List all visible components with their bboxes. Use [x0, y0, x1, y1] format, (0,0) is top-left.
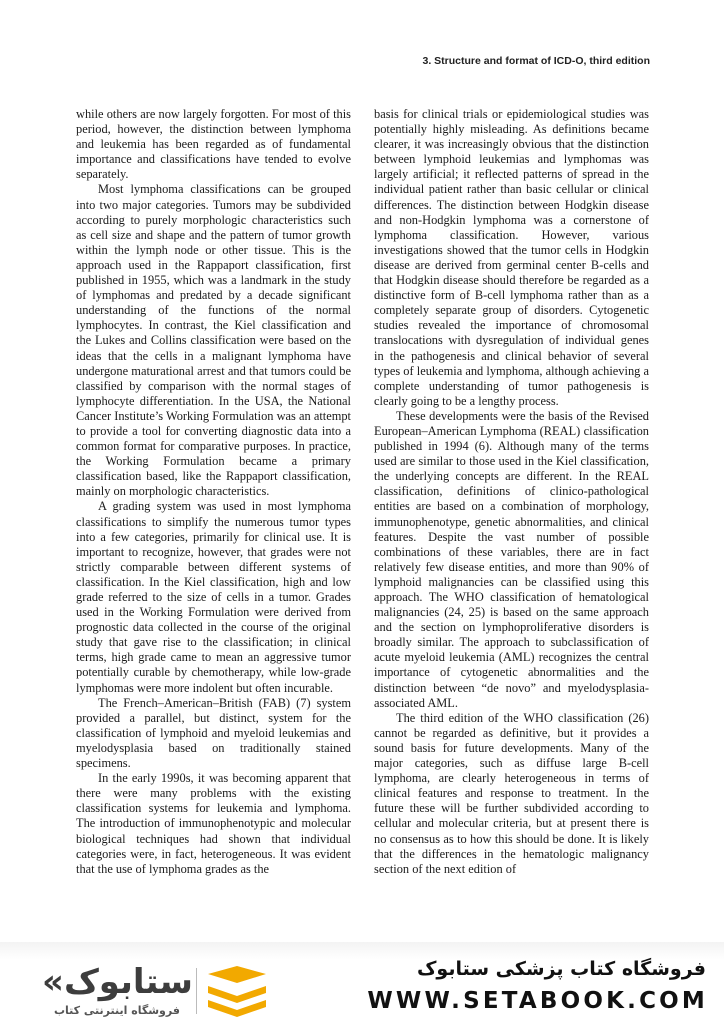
- text-column-right: [374, 107, 649, 877]
- setabook-logo: [12, 962, 282, 1022]
- store-url[interactable]: WWW.SETABOOK.COM: [367, 988, 708, 1014]
- logo-subtitle: فروشگاه اینترنتی کتاب: [54, 1004, 180, 1017]
- paragraph: while others are now largely forgotten. For most of this period, however, the distinction between lymphoma and leukemia has been regarded as of fundamental importance and classifications have tended to evolve separately.: [76, 107, 351, 182]
- paragraph: These developments were the basis of the Revised European–American Lymphoma (REAL) classification published in 1994 (6). Although many of the terms used are similar to those used in the Kiel classification, the underlying concepts are different. In the REAL classification, definitions of clinico-pathological entities are based on a combination of morphology, immunophenotype, genetic abnormalities, and clinical features. Despite the vast number of possible combinations of these variables, there are in fact relatively few disease entities, and more than 90% of lymphoid malignancies can be classified using this approach. The WHO classification of hematological malignancies (24, 25) is based on the same approach and the section on lymphoproliferative disorders is broadly similar. The approach to subclassification of acute myeloid leukemia (AML) recognizes the central importance of cytogenetic abnormalities and the distinction between “de novo” and myelodysplasia-associated AML.: [374, 408, 649, 710]
- paragraph: basis for clinical trials or epidemiological studies was potentially highly misleading. As definitions became clearer, it was increasingly obvious that the distinction between lymphoid leukemias and lymphomas was largely artificial; it reflected patterns of spread in the individual patient rather than basic cellular or clinical differences. The distinction between Hodgkin disease and non-Hodgkin lymphoma was a cornerstone of lymphoma classification. However, various investigations showed that the tumor cells in Hodgkin disease are derived from germinal center B-cells and that Hodgkin disease should therefore be regarded as a distinctive form of B-cell lymphoma rather than as a completely separate group of disorders. Cytogenetic studies revealed the importance of chromosomal translocations with dysregulation of individual genes in the pathogenesis and clinical behavior of several types of leukemia and lymphoma, although achieving a complete understanding of tumor pathogenesis is clearly going to be a lengthy process.: [374, 107, 649, 408]
- book-chevron-icon: [206, 966, 268, 1018]
- paragraph: A grading system was used in most lymphoma classifications to simplify the numerous tumor types into a few categories, primarily for clinical use. It is important to recognize, however, that grades were not strictly comparable between different systems of classification. In the Kiel classification, high and low grade referred to the size of cells in a tumor. Grades used in the Working Formulation were derived from prognostic data collected in the course of the original study that gave rise to the classification; in clinical terms, high grade came to mean an aggressive tumor potentially curable by chemotherapy, while low-grade lymphomas were more indolent but often incurable.: [76, 499, 351, 695]
- store-name: فروشگاه کتاب پزشکی ستابوک: [416, 958, 706, 980]
- logo-wordmark: «ستابوک: [42, 962, 193, 1002]
- paragraph: The French–American–British (FAB) (7) system provided a parallel, but distinct, system for the classification of lymphoid and myeloid leukemias and myelodysplasia based on traditionally stained specimens.: [76, 695, 351, 771]
- running-head: 3. Structure and format of ICD-O, third edition: [422, 55, 650, 67]
- logo-divider: [196, 968, 197, 1014]
- paragraph: The third edition of the WHO classification (26) cannot be regarded as definitive, but it provides a sound basis for future developments. Many of the major categories, such as diffuse large B-cell lymphoma, are clearly heterogeneous in terms of clinical features and response to treatment. In the future these will be further subdivided according to cellular and molecular criteria, but at present there is no consensus as to how this should be done. It is likely that the differences in the hematologic malignancy section of the next edition of: [374, 710, 649, 876]
- paragraph: Most lymphoma classifications can be grouped into two major categories. Tumors may be subdivided according to purely morphologic characteristics such as cell size and shape and the pattern of tumor growth within the lymph node or other tissue. This is the approach used in the Rappaport classification, first published in 1955, which was a landmark in the study of lymphomas and predated by a decade significant understanding of the functions of the normal lymphocytes. In contrast, the Kiel classification and the Lukes and Collins classification were based on the ideas that the cells in a malignant lymphoma have undergone maturational arrest and that tumors could be classified by comparison with the normal stages of lymphocyte differentiation. In the USA, the National Cancer Institute’s Working Formulation was an attempt to provide a tool for converting diagnostic data into a common format for comparative purposes. In practice, the Working Formulation became a primary classification based, like the Rappaport classification, mainly on morphologic characteristics.: [76, 182, 351, 499]
- paragraph: In the early 1990s, it was becoming apparent that there were many problems with the existing classification systems for leukemia and lymphoma. The introduction of immunophenotypic and molecular biological techniques had shown that individual categories were, in fact, heterogeneous. It was evident that the use of lymphoma grades as the: [76, 771, 351, 876]
- text-column-left: [76, 107, 351, 877]
